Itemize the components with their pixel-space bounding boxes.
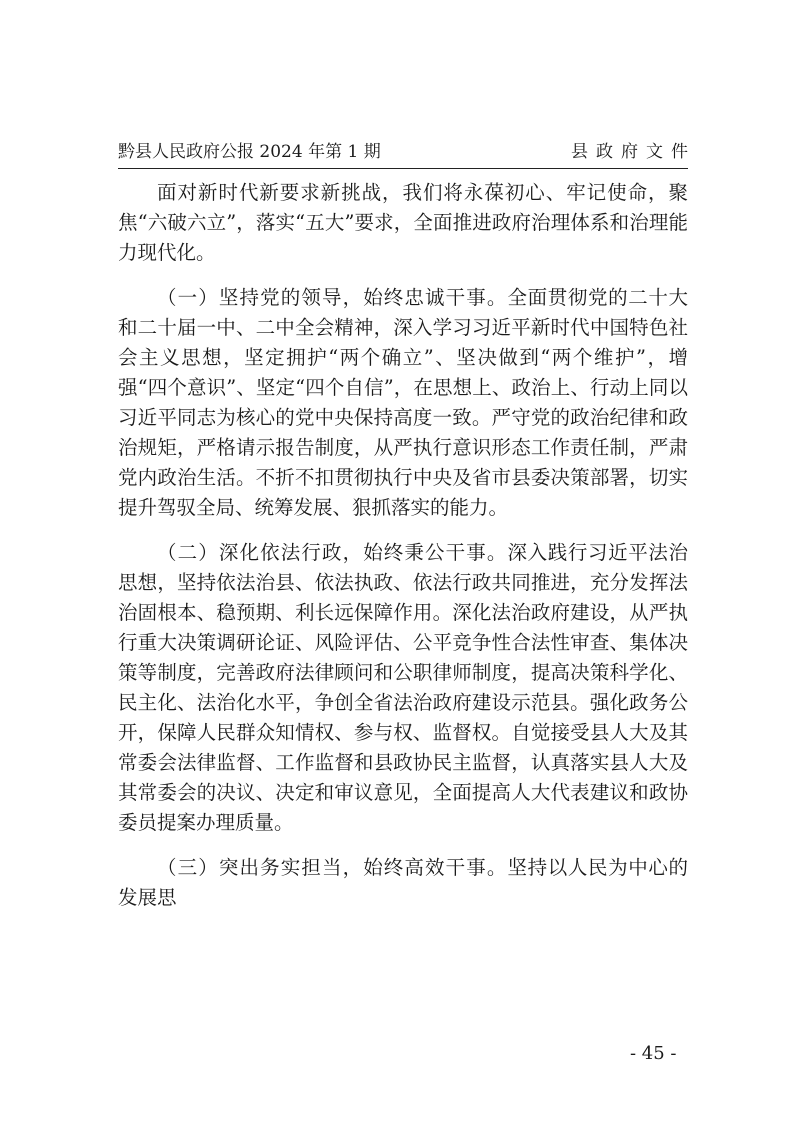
bulletin-title: 黔县人民政府公报 2024 年第 1 期 [118, 142, 381, 162]
paragraph-text: 坚持以人民为中心的发展思 [118, 856, 688, 909]
paragraph-section-2 [118, 538, 688, 838]
document-body [118, 178, 688, 928]
paragraph-lead: （一）坚持党的领导，始终忠诚干事。 [157, 286, 508, 309]
page-header [118, 140, 696, 164]
header-rule [118, 168, 688, 169]
page-number: - 45 - [630, 1043, 677, 1064]
paragraph-section-3 [118, 853, 688, 913]
paragraph-text: 面对新时代新要求新挑战，我们将永葆初心、牢记使命，聚焦“六破六立”，落实“五大”要求，全面推进政府治理体系和治理能力现代化。 [118, 181, 688, 264]
paragraph-text: 全面贯彻党的二十大和二十届一中、二中全会精神，深入学习习近平新时代中国特色社会主义思想，坚定拥护“两个确立”、坚决做到“两个维护”，增强“四个意识”、坚定“四个自信”，在思想上、政治上、行动上同以习近平同志为核心的党中央保持高度一致。严守党的政治纪律和政治规矩，严格请示报告制度，从严执行意识形态工作责任制，严肃党内政治生活。不折不扣贯彻执行中央及省市县委决策部署，切实提升驾驭全局、统筹发展、狠抓落实的能力。 [118, 286, 688, 519]
paragraph-lead: （二）深化依法行政，始终秉公干事。 [157, 541, 508, 564]
section-title: 县政府文件 [571, 142, 696, 162]
paragraph-lead: （三）突出务实担当，始终高效干事。 [157, 856, 508, 879]
paragraph-intro [118, 178, 688, 268]
paragraph-text: 深入践行习近平法治思想，坚持依法治县、依法执政、依法行政共同推进，充分发挥法治固根本、稳预期、利长远保障作用。深化法治政府建设，从严执行重大决策调研论证、风险评估、公平竞争性合法性审查、集体决策等制度，完善政府法律顾问和公职律师制度，提高决策科学化、民主化、法治化水平，争创全省法治政府建设示范县。强化政务公开，保障人民群众知情权、参与权、监督权。自觉接受县人大及其常委会法律监督、工作监督和县政协民主监督，认真落实县人大及其常委会的决议、决定和审议意见，全面提高人大代表建议和政协委员提案办理质量。 [118, 541, 688, 834]
paragraph-section-1 [118, 283, 688, 523]
